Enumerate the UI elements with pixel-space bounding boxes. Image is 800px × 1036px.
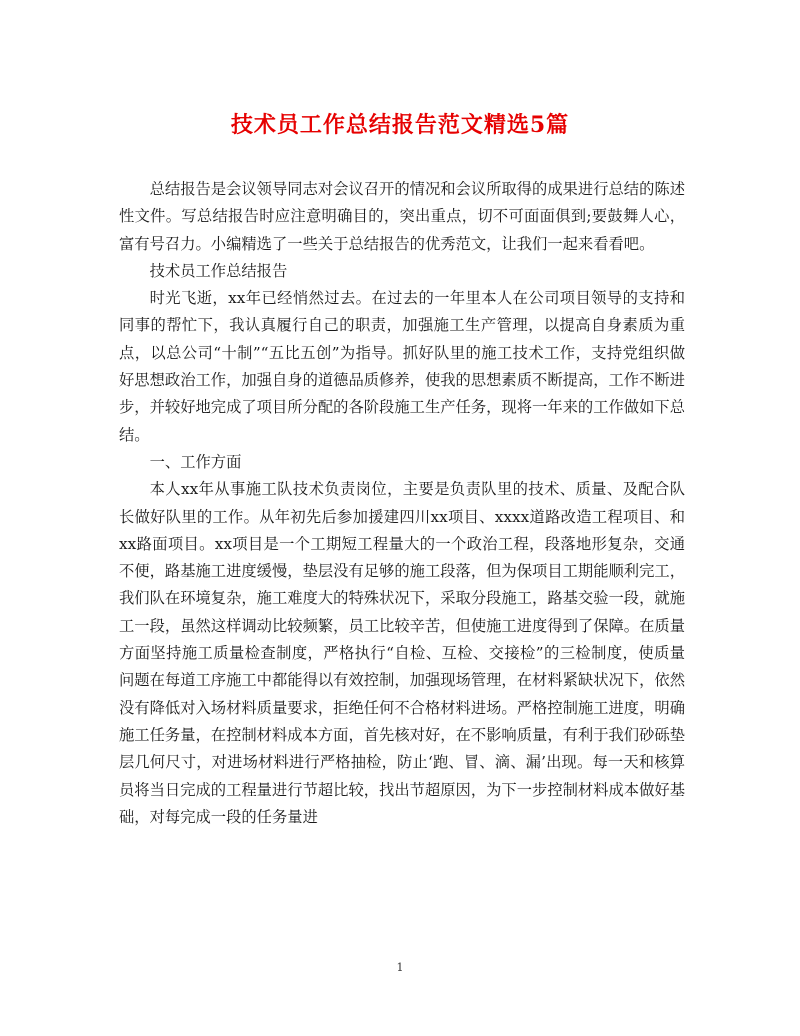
page-number: 1: [396, 961, 404, 974]
document-title: 技术员工作总结报告范文精选5篇: [230, 112, 570, 138]
section-heading-report: 技术员工作总结报告: [149, 261, 288, 280]
body-paragraph: 本人xx年从事施工队技术负责岗位，主要是负责队里的技术、质量、及配合队长做好队里的工作。从年初先后参加援建四川xx项目、xxxx道路改造工程项目、和xx路面项目。xx项目是一个工期短工程量大的一个政治工程，段落地形复杂，交通不便，路基施工进度缓慢，垫层没有足够的施工段落，但为保项目工期能顺利完工，我们队在环境复杂，施工难度大的特殊状况下，采取分段施工，路基交验一段，就施工一段，虽然这样调动比较频繁，员工比较辛苦，但使施工进度得到了保障。在质量方面坚持施工质量检查制度，严格执行“自检、互检、交接检”的三检制度，使质量问题在每道工序施工中都能得以有效控制，加强现场管理，在材料紧缺状况下，依然没有降低对入场材料质量要求，拒绝任何不合格材料进场。严格控制施工进度，明确施工任务量，在控制材料成本方面，首先核对好，在不影响质量，有利于我们砂砾垫层几何尺寸，对进场材料进行严格抽检，防止‘跑、冒、滴、漏’出现。每一天和核算员将当日完成的工程量进行节超比较，找出节超原因，为下一步控制材料成本做好基础，对每完成一段的任务量进: [119, 480, 685, 826]
intro-paragraph: 总结报告是会议领导同志对会议召开的情况和会议所取得的成果进行总结的陈述性文件。写总结报告时应注意明确目的，突出重点，切不可面面俱到;要鼓舞人心，富有号召力。小编精选了一些关于总结报告的优秀范文，让我们一起来看看吧。: [119, 180, 685, 253]
body-paragraph: 时光飞逝，xx年已经悄然过去。在过去的一年里本人在公司项目领导的支持和同事的帮忙下，我认真履行自己的职责，加强施工生产管理，以提高自身素质为重点，以总公司“十制”“五比五创”为指导。抓好队里的施工技术工作，支持党组织做好思想政治工作，加强自身的道德品质修养，使我的思想素质不断提高，工作不断进步，并较好地完成了项目所分配的各阶段施工生产任务，现将一年来的工作做如下总结。: [119, 289, 685, 444]
document-body: [119, 176, 685, 831]
section-heading-work: 一、工作方面: [149, 452, 242, 471]
